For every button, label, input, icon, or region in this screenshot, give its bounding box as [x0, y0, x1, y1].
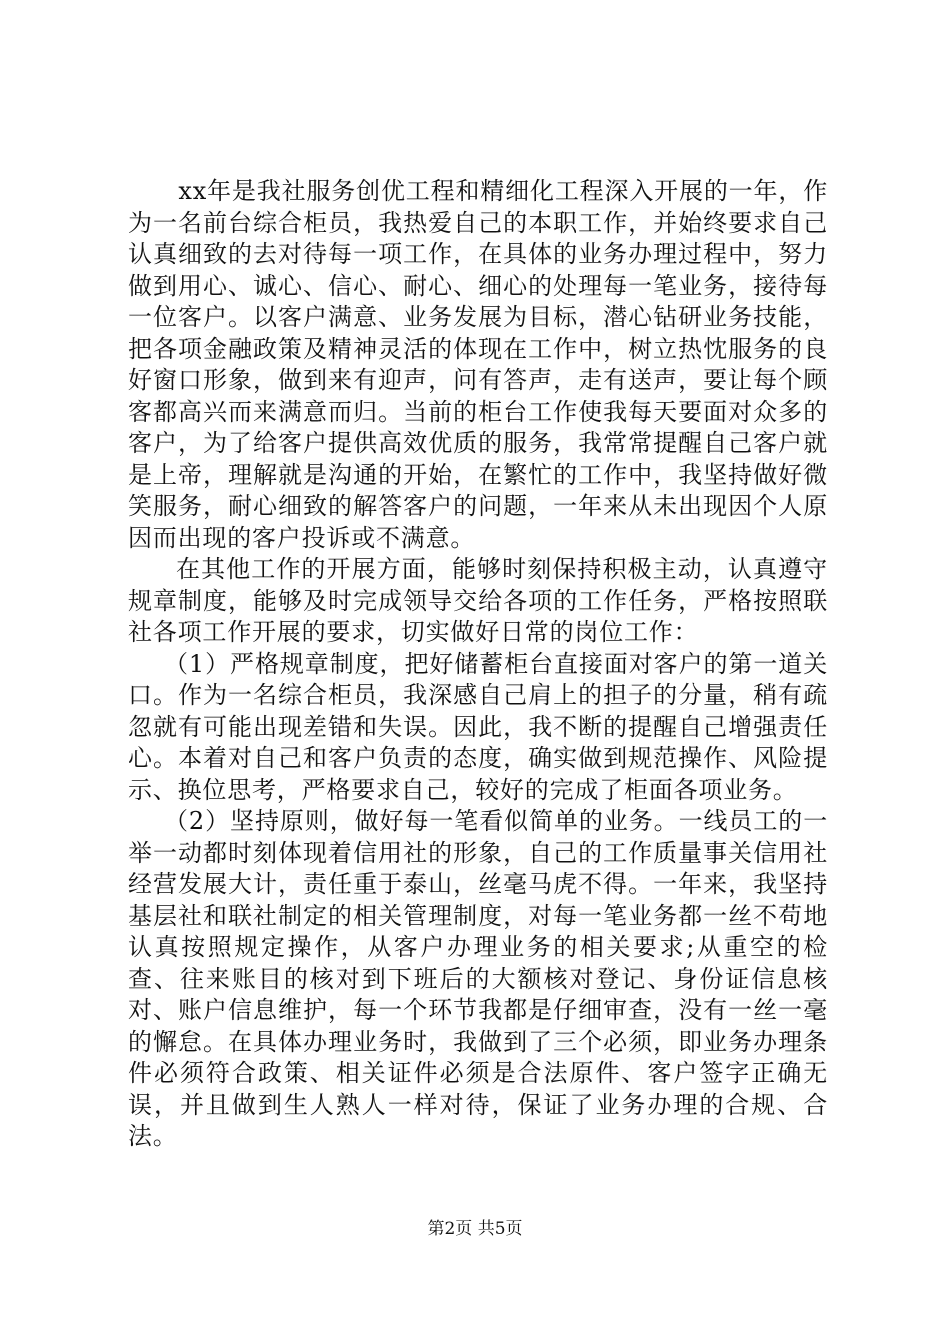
paragraph-other-work: 在其他工作的开展方面，能够时刻保持积极主动，认真遵守规章制度，能够及时完成领导交给各项的工作任务，严格按照联社各项工作开展的要求，切实做好日常的岗位工作： [128, 555, 828, 646]
page-number-footer: 第2页 共5页 [427, 1219, 523, 1239]
paragraph-item-1: （1）严格规章制度，把好储蓄柜台直接面对客户的第一道关口。作为一名综合柜员，我深感自己肩上的担子的分量，稍有疏忽就有可能出现差错和失误。因此，我不断的提醒自己增强责任心。本着对自己和客户负责的态度，确实做到规范操作、风险提示、换位思考，严格要求自己，较好的完成了柜面各项业务。 [128, 649, 828, 804]
paragraph-intro: xx年是我社服务创优工程和精细化工程深入开展的一年，作为一名前台综合柜员，我热爱自己的本职工作，并始终要求自己认真细致的去对待每一项工作，在具体的业务办理过程中，努力做到用心、诚心、信心、耐心、细心的处理每一笔业务，接待每一位客户。以客户满意、业务发展为目标，潜心钻研业务技能，把各项金融政策及精神灵活的体现在工作中，树立热忱服务的良好窗口形象，做到来有迎声，问有答声，走有送声，要让每个顾客都高兴而来满意而归。当前的柜台工作使我每天要面对众多的客户，为了给客户提供高效优质的服务，我常常提醒自己客户就是上帝，理解就是沟通的开始，在繁忙的工作中，我坚持做好微笑服务，耐心细致的解答客户的问题，一年来从未出现因个人原因而出现的客户投诉或不满意。 [128, 177, 828, 552]
document-body [128, 176, 828, 1153]
paragraph-item-2: （2）坚持原则，做好每一笔看似简单的业务。一线员工的一举一动都时刻体现着信用社的形象，自己的工作质量事关信用社经营发展大计，责任重于泰山，丝毫马虎不得。一年来，我坚持基层社和联社制定的相关管理制度，对每一笔业务都一丝不苟地认真按照规定操作，从客户办理业务的相关要求;从重空的检查、往来账目的核对到下班后的大额核对登记、身份证信息核对、账户信息维护，每一个环节我都是仔细审查，没有一丝一毫的懈怠。在具体办理业务时，我做到了三个必须，即业务办理条件必须符合政策、相关证件必须是合法原件、客户签字正确无误，并且做到生人熟人一样对待，保证了业务办理的合规、合法。 [128, 807, 828, 1150]
